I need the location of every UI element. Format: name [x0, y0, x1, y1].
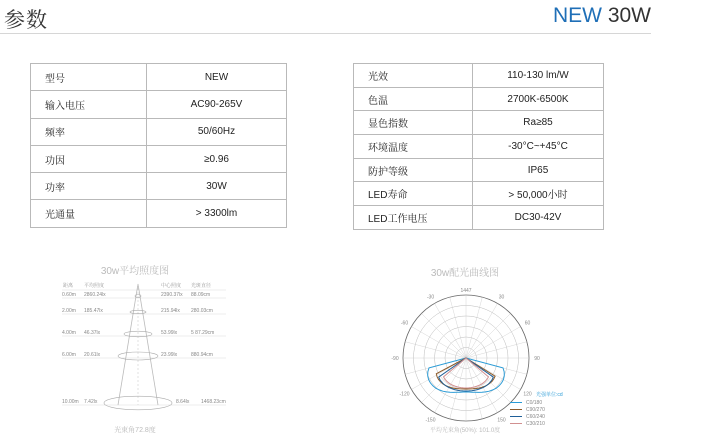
col-diameter: 光斑直径 [191, 283, 212, 289]
polar-angle-label: 150 [497, 417, 506, 424]
legend-label: C0/180 [526, 400, 543, 406]
brand-name: NEW [552, 4, 602, 27]
spec-row [31, 91, 287, 118]
beam-edge-left [118, 284, 138, 405]
spec-value: 2700K-6500K [473, 87, 604, 111]
spec-value: 110-130 lm/W [473, 64, 604, 88]
row-distance: 10.00m [62, 399, 79, 405]
polar-angle-label: -60 [400, 320, 409, 327]
col-avg: 平均照度 [84, 283, 105, 289]
col-distance: 距离 [63, 283, 74, 289]
spec-key: 频率 [31, 118, 147, 145]
illuminance-labels [62, 282, 226, 405]
polar-angle-label: 120 [523, 391, 532, 398]
spec-value: NEW [147, 64, 287, 91]
row-avg: 7.42lx [84, 399, 98, 405]
row-diameter: 5 87.29cm [191, 330, 215, 336]
spec-value: IP65 [473, 158, 604, 182]
spec-value: ≥0.96 [147, 145, 287, 172]
spec-value: AC90-265V [147, 91, 287, 118]
row-center: 2390.37lx [161, 292, 183, 298]
row-diameter: 88.09cm [191, 292, 211, 298]
polar-title: 30w配光曲线图 [430, 268, 500, 279]
legend-label: C90/270 [526, 407, 545, 413]
polar-legend [510, 391, 563, 427]
spec-key: 光通量 [31, 200, 147, 227]
beam-edge-right [138, 284, 158, 405]
spec-row [354, 135, 604, 159]
spec-key: 防护等级 [354, 158, 473, 182]
spec-row [31, 200, 287, 227]
polar-beam-angle-note: 平均光束角(50%): 101.0度 [429, 428, 501, 434]
spec-table-left [30, 63, 287, 228]
polar-light-distribution [358, 280, 618, 440]
spec-row [354, 158, 604, 182]
row-diameter: 280.03cm [191, 308, 213, 314]
spec-key: 功率 [31, 173, 147, 200]
spec-key: 输入电压 [31, 91, 147, 118]
spec-row [31, 64, 287, 91]
row-avg: 46.37lx [84, 330, 101, 336]
polar-angle-label: -90 [391, 356, 399, 362]
spec-row [354, 87, 604, 111]
legend-label: C30/210 [526, 421, 545, 427]
row-avg: 185.47lx [84, 308, 103, 314]
page-title: 参数 [4, 9, 48, 32]
polar-top-label: 1447 [460, 288, 472, 294]
row-distance: 4.00m [62, 330, 76, 336]
spec-row [354, 182, 604, 206]
spec-key: 环境温度 [354, 135, 473, 159]
legend-label: C60/240 [526, 414, 545, 420]
row-center: 215.94lx [161, 308, 180, 314]
spec-value: > 3300lm [147, 200, 287, 227]
spec-key: 色温 [354, 87, 473, 111]
wattage: 30W [607, 4, 651, 27]
beam-spot [104, 396, 172, 410]
row-diameter: 1468.23cm [201, 399, 226, 405]
spec-row [354, 64, 604, 88]
spec-value: 50/60Hz [147, 118, 287, 145]
spec-row [31, 145, 287, 172]
spec-value: -30°C~+45°C [473, 135, 604, 159]
legend-title: 光强单位:cd [536, 392, 563, 398]
spec-row [31, 118, 287, 145]
row-avg: 2860.24lx [84, 292, 106, 298]
row-avg: 20.61lx [84, 352, 101, 358]
polar-angle-label: -150 [425, 417, 436, 424]
row-distance: 0.60m [62, 292, 76, 298]
row-distance: 6.00m [62, 352, 76, 358]
spec-key: LED工作电压 [354, 206, 473, 230]
spec-key: LED寿命 [354, 182, 473, 206]
polar-angle-label: 90 [534, 356, 540, 362]
header-divider [0, 33, 651, 34]
spec-key: 显色指数 [354, 111, 473, 135]
spec-value: 30W [147, 173, 287, 200]
spec-value: > 50,000小时 [473, 182, 604, 206]
spec-key: 光效 [354, 64, 473, 88]
spec-row [31, 173, 287, 200]
illuminance-title: 30w平均照度图 [100, 266, 170, 277]
polar-angle-label: 30 [498, 294, 505, 301]
polar-angle-label: -120 [399, 391, 410, 398]
illuminance-diagram [58, 278, 258, 428]
row-distance: 2.00m [62, 308, 76, 314]
row-diameter: 880.94cm [191, 352, 213, 358]
spec-table-right [353, 63, 604, 230]
spec-value: DC30-42V [473, 206, 604, 230]
beam-angle-note: 光束角72.8度 [114, 427, 156, 434]
row-center: 8.64lx [176, 399, 190, 405]
row-center: 23.99lx [161, 352, 178, 358]
spec-row [354, 111, 604, 135]
polar-angle-label: 60 [524, 320, 531, 327]
model-label [553, 4, 651, 28]
row-center: 53.99lx [161, 330, 178, 336]
spec-value: Ra≥85 [473, 111, 604, 135]
col-center: 中心照度 [161, 283, 182, 289]
polar-angle-label: -30 [426, 294, 435, 301]
spec-key: 功因 [31, 145, 147, 172]
spec-key: 型号 [31, 64, 147, 91]
spec-row [354, 206, 604, 230]
